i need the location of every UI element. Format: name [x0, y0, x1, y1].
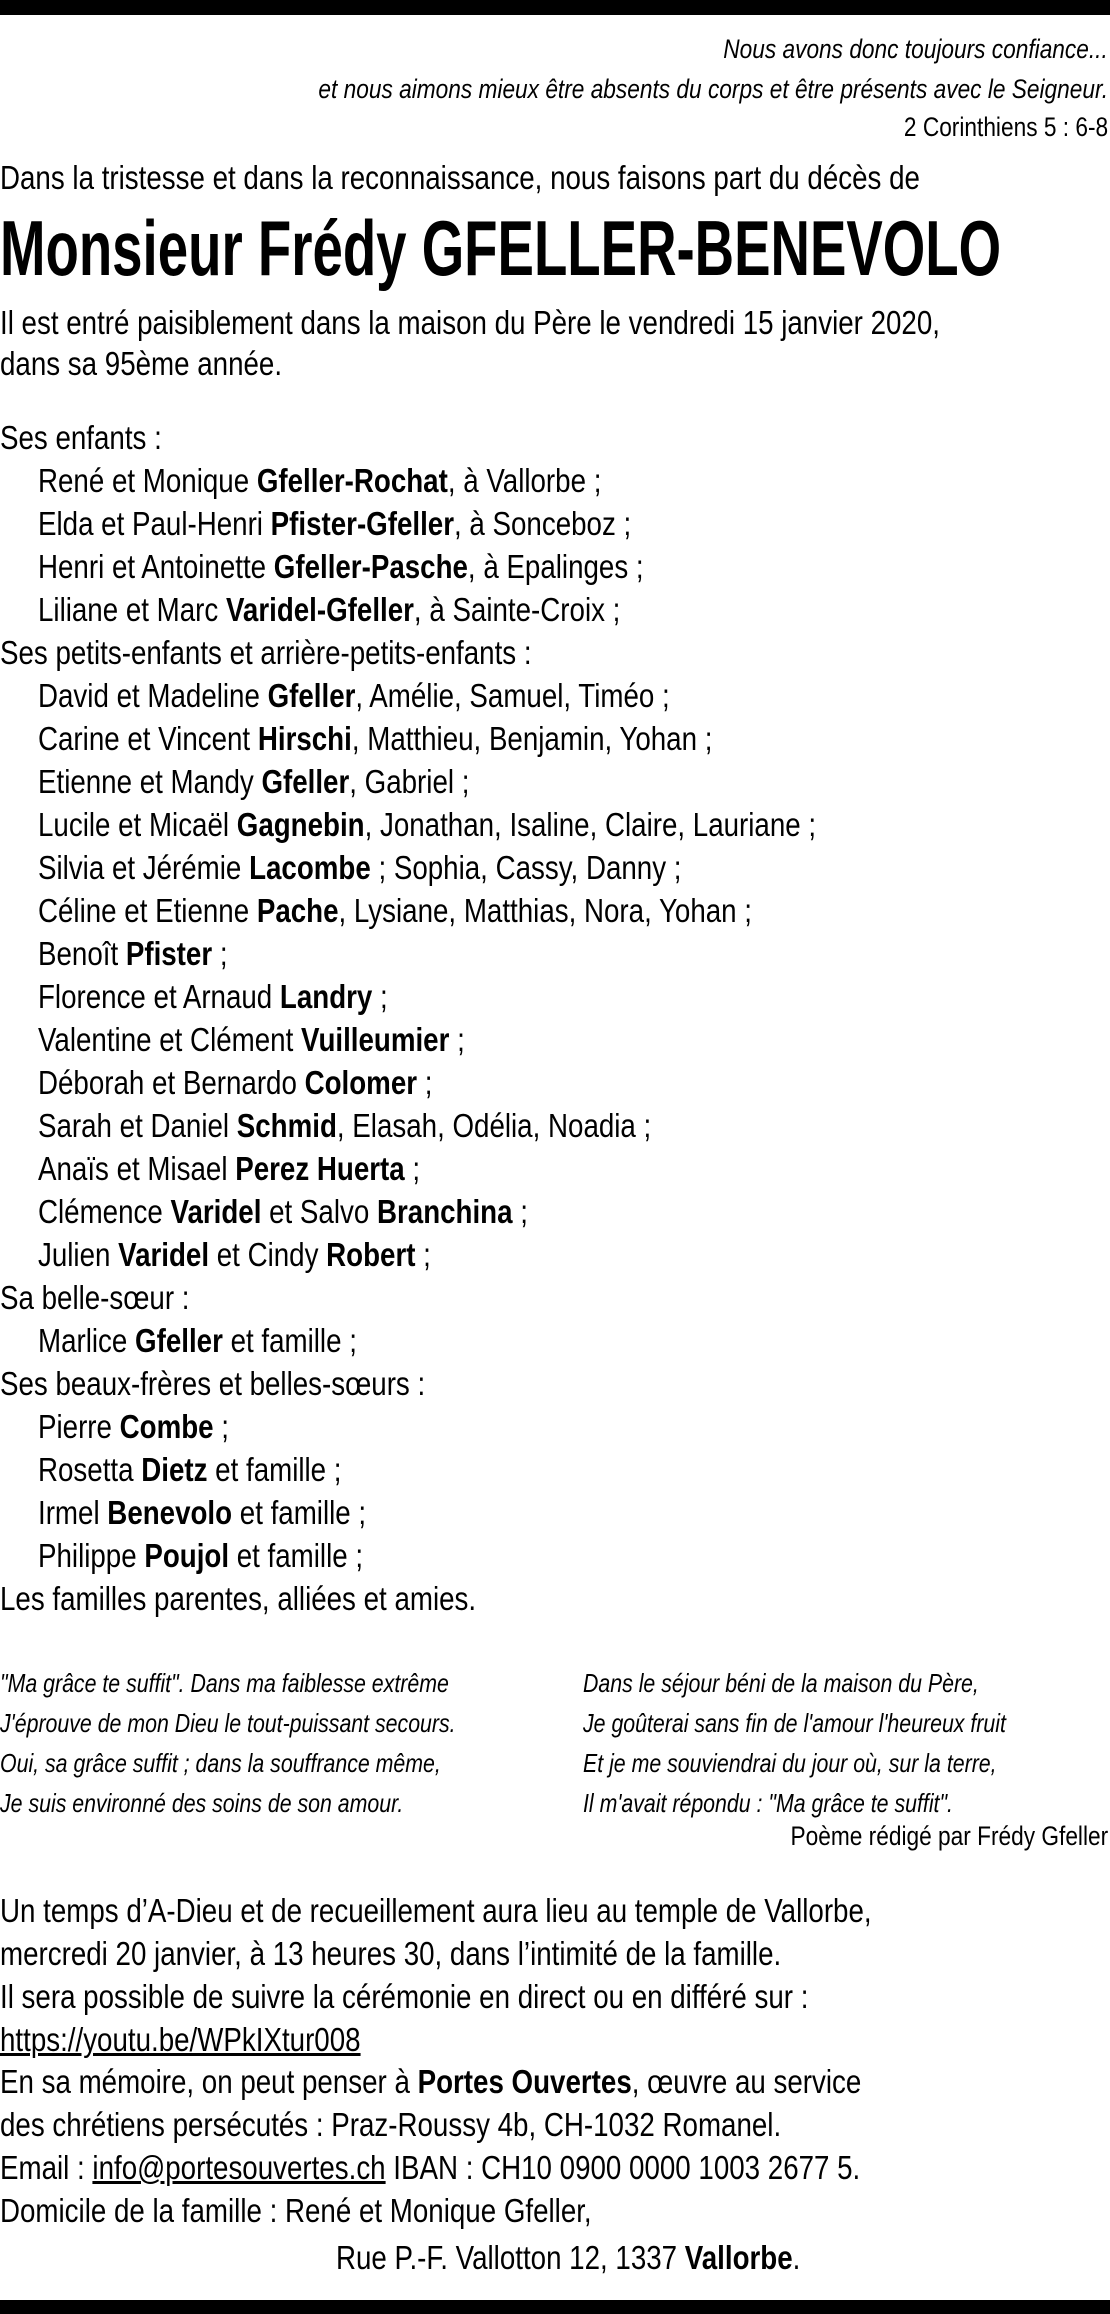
family-text: Julien [38, 1236, 119, 1273]
family-group-heading [0, 1362, 1108, 1405]
family-text: Henri et Antoinette [38, 548, 274, 585]
top-border [0, 0, 1110, 15]
epigraph-line-1: Nous avons donc toujours confiance... [723, 34, 1108, 64]
family-text: et famille ; [229, 1537, 364, 1574]
family-surname: Robert [326, 1236, 416, 1273]
family-member-line [38, 1061, 1110, 1104]
family-text: , Gabriel ; [349, 763, 470, 800]
email-label: Email : [0, 2149, 93, 2186]
epigraph-reference: 2 Corinthiens 5 : 6-8 [903, 112, 1108, 142]
family-text: Les familles parentes, alliées et amies. [0, 1580, 477, 1617]
family-surname: Gfeller [261, 763, 350, 800]
family-surname: Gfeller [267, 677, 356, 714]
family-surname: Gfeller-Pasche [273, 548, 468, 585]
family-surname: Perez Huerta [235, 1150, 405, 1187]
family-surname: Varidel [170, 1193, 262, 1230]
family-text: Marlice [38, 1322, 136, 1359]
family-text: ; [449, 1021, 465, 1058]
domicile-address: Rue P.-F. Vallotton 12, 1337 [336, 2239, 685, 2276]
family-text: Ses beaux-frères et belles-sœurs : [0, 1365, 426, 1402]
ceremony-line-3: Il sera possible de suivre la cérémonie en direct ou en différé sur : [0, 1978, 809, 2015]
family-text: , Lysiane, Matthias, Nora, Yohan ; [338, 892, 752, 929]
family-group-heading [0, 631, 1108, 674]
family-member-line [38, 803, 1110, 846]
family-member-line [38, 1233, 1110, 1276]
family-text: David et Madeline [38, 677, 268, 714]
family-member-line [38, 502, 1110, 545]
family-surname: Gfeller-Rochat [256, 462, 448, 499]
family-surname: Pfister-Gfeller [270, 505, 454, 542]
family-surname: Vuilleumier [300, 1021, 450, 1058]
family-text: Sarah et Daniel [38, 1107, 237, 1144]
family-member-line [38, 545, 1110, 588]
family-member-line [38, 1190, 1110, 1233]
family-surname: Gfeller [135, 1322, 223, 1359]
family-text: et famille ; [232, 1494, 367, 1531]
family-text: ; [213, 1408, 230, 1445]
family-text: , Matthieu, Benjamin, Yohan ; [351, 720, 713, 757]
family-text: Rosetta [38, 1451, 142, 1488]
family-text: ; [417, 1064, 433, 1101]
family-text: , à Sonceboz ; [453, 505, 632, 542]
family-text: ; [415, 1236, 431, 1273]
domicile-line-1: Domicile de la famille : René et Monique Gfeller, [0, 2192, 592, 2229]
bottom-border [0, 2300, 1110, 2314]
family-surname: Poujol [144, 1537, 230, 1574]
ceremony-line-1: Un temps d’A-Dieu et de recueillement aura lieu au temple de Vallorbe, [0, 1892, 872, 1929]
family-member-line [38, 846, 1110, 889]
intro-text: Dans la tristesse et dans la reconnaissance, nous faisons part du décès de [0, 159, 920, 196]
family-text: Elda et Paul-Henri [38, 505, 271, 542]
poem-attribution: Poème rédigé par Frédy Gfeller [790, 1821, 1108, 1851]
family-surname: Schmid [236, 1107, 337, 1144]
family-text: Liliane et Marc [38, 591, 226, 628]
poem-left-line: Oui, sa grâce suffit ; dans la souffrance même, [0, 1748, 441, 1778]
family-text: Valentine et Clément [38, 1021, 301, 1058]
family-member-line [38, 889, 1110, 932]
poem-left-line: J'éprouve de mon Dieu le tout-puissant secours. [0, 1708, 456, 1738]
poem-left-line: "Ma grâce te suffit". Dans ma faiblesse extrême [0, 1668, 449, 1698]
family-surname: Combe [119, 1408, 214, 1445]
family-surname: Pfister [125, 935, 213, 972]
death-notice-line-1: Il est entré paisiblement dans la maison du Père le vendredi 15 janvier 2020, [0, 304, 940, 341]
family-member-line [38, 1319, 1110, 1362]
family-text: , à Vallorbe ; [447, 462, 602, 499]
family-member-line [38, 932, 1110, 975]
poem-right-line: Et je me souviendrai du jour où, sur la terre, [583, 1748, 997, 1778]
family-text: et Salvo [261, 1193, 377, 1230]
family-text: Pierre [38, 1408, 120, 1445]
donation-org: Portes Ouvertes [417, 2063, 632, 2100]
family-member-line [38, 1534, 1110, 1577]
family-text: ; [512, 1193, 528, 1230]
family-text: Philippe [38, 1537, 145, 1574]
family-member-line [38, 1147, 1110, 1190]
family-member-line [38, 1491, 1110, 1534]
family-surname: Hirschi [257, 720, 352, 757]
donation-text: En sa mémoire, on peut penser à [0, 2063, 418, 2100]
family-text: et famille ; [222, 1322, 357, 1359]
family-text: ; [212, 935, 228, 972]
domicile-line-2 [336, 2236, 1110, 2279]
family-text: Sa belle-sœur : [0, 1279, 190, 1316]
family-member-line [38, 717, 1110, 760]
ceremony-line-2: mercredi 20 janvier, à 13 heures 30, dans l’intimité de la famille. [0, 1935, 782, 1972]
family-surname: Varidel [118, 1236, 210, 1273]
family-member-line [38, 1405, 1110, 1448]
family-member-line [38, 1448, 1110, 1491]
family-surname: Pache [256, 892, 339, 929]
family-text: René et Monique [38, 462, 257, 499]
family-group-heading [0, 1577, 1108, 1620]
family-text: ; Sophia, Cassy, Danny ; [370, 849, 682, 886]
family-text: Ses petits-enfants et arrière-petits-enfants : [0, 634, 532, 671]
death-notice-line-2: dans sa 95ème année. [0, 345, 283, 382]
family-surname: Lacombe [249, 849, 371, 886]
family-text: Céline et Etienne [38, 892, 257, 929]
family-text: Florence et Arnaud [38, 978, 280, 1015]
family-text: , à Sainte-Croix ; [413, 591, 621, 628]
domicile-town: Vallorbe [684, 2239, 793, 2276]
family-member-line [38, 588, 1110, 631]
family-member-line [38, 760, 1110, 803]
epigraph-line-2: et nous aimons mieux être absents du corps et être présents avec le Seigneur. [318, 74, 1108, 104]
family-member-line [38, 975, 1110, 1018]
family-text: Anaïs et Misael [38, 1150, 236, 1187]
family-text: ; [372, 978, 388, 1015]
family-member-line [38, 1018, 1110, 1061]
family-text: Etienne et Mandy [38, 763, 262, 800]
family-member-line [38, 459, 1110, 502]
iban: IBAN : CH10 0900 0000 1003 2677 5. [385, 2149, 861, 2186]
family-surname: Colomer [304, 1064, 418, 1101]
poem-right-line: Il m'avait répondu : "Ma grâce te suffit". [583, 1788, 953, 1818]
donation-line-2: des chrétiens persécutés : Praz-Roussy 4b, CH-1032 Romanel. [0, 2106, 782, 2143]
family-text: Déborah et Bernardo [38, 1064, 305, 1101]
family-text: , Amélie, Samuel, Timéo ; [355, 677, 670, 714]
family-surname: Gagnebin [236, 806, 365, 843]
family-text: Lucile et Micaël [38, 806, 237, 843]
family-text: Silvia et Jérémie [38, 849, 250, 886]
family-group-heading [0, 1276, 1108, 1319]
family-text: Carine et Vincent [38, 720, 258, 757]
donation-line-1 [0, 2060, 1108, 2103]
family-member-line [38, 674, 1110, 717]
email-link[interactable]: info@portesouvertes.ch [92, 2149, 386, 2186]
family-surname: Branchina [376, 1193, 513, 1230]
family-text: Benoît [38, 935, 126, 972]
poem-right-line: Je goûterai sans fin de l'amour l'heureux fruit [583, 1708, 1006, 1738]
family-text: , à Epalinges ; [467, 548, 644, 585]
family-surname: Varidel-Gfeller [225, 591, 414, 628]
poem-left-line: Je suis environné des soins de son amour. [0, 1788, 404, 1818]
family-surname: Benevolo [107, 1494, 233, 1531]
family-surname: Dietz [141, 1451, 208, 1488]
family-text: , Jonathan, Isaline, Claire, Lauriane ; [364, 806, 817, 843]
family-text: Irmel [38, 1494, 108, 1531]
family-text: ; [404, 1150, 421, 1187]
family-text: , Elasah, Odélia, Noadia ; [336, 1107, 652, 1144]
stream-link-line [0, 2018, 1108, 2061]
stream-link[interactable]: https://youtu.be/WPkIXtur008 [0, 2021, 361, 2058]
donation-text: , œuvre au service [631, 2063, 862, 2100]
family-surname: Landry [279, 978, 373, 1015]
poem-right-line: Dans le séjour béni de la maison du Père, [583, 1668, 979, 1698]
family-text: Clémence [38, 1193, 171, 1230]
donation-line-3 [0, 2146, 1108, 2189]
family-group-heading [0, 416, 1108, 459]
punctuation: . [792, 2239, 801, 2276]
family-text: Ses enfants : [0, 419, 162, 456]
family-text: et Cindy [209, 1236, 327, 1273]
family-member-line [38, 1104, 1110, 1147]
deceased-name: Monsieur Frédy GFELLER-BENEVOLO [0, 204, 1002, 292]
family-text: et famille ; [207, 1451, 342, 1488]
